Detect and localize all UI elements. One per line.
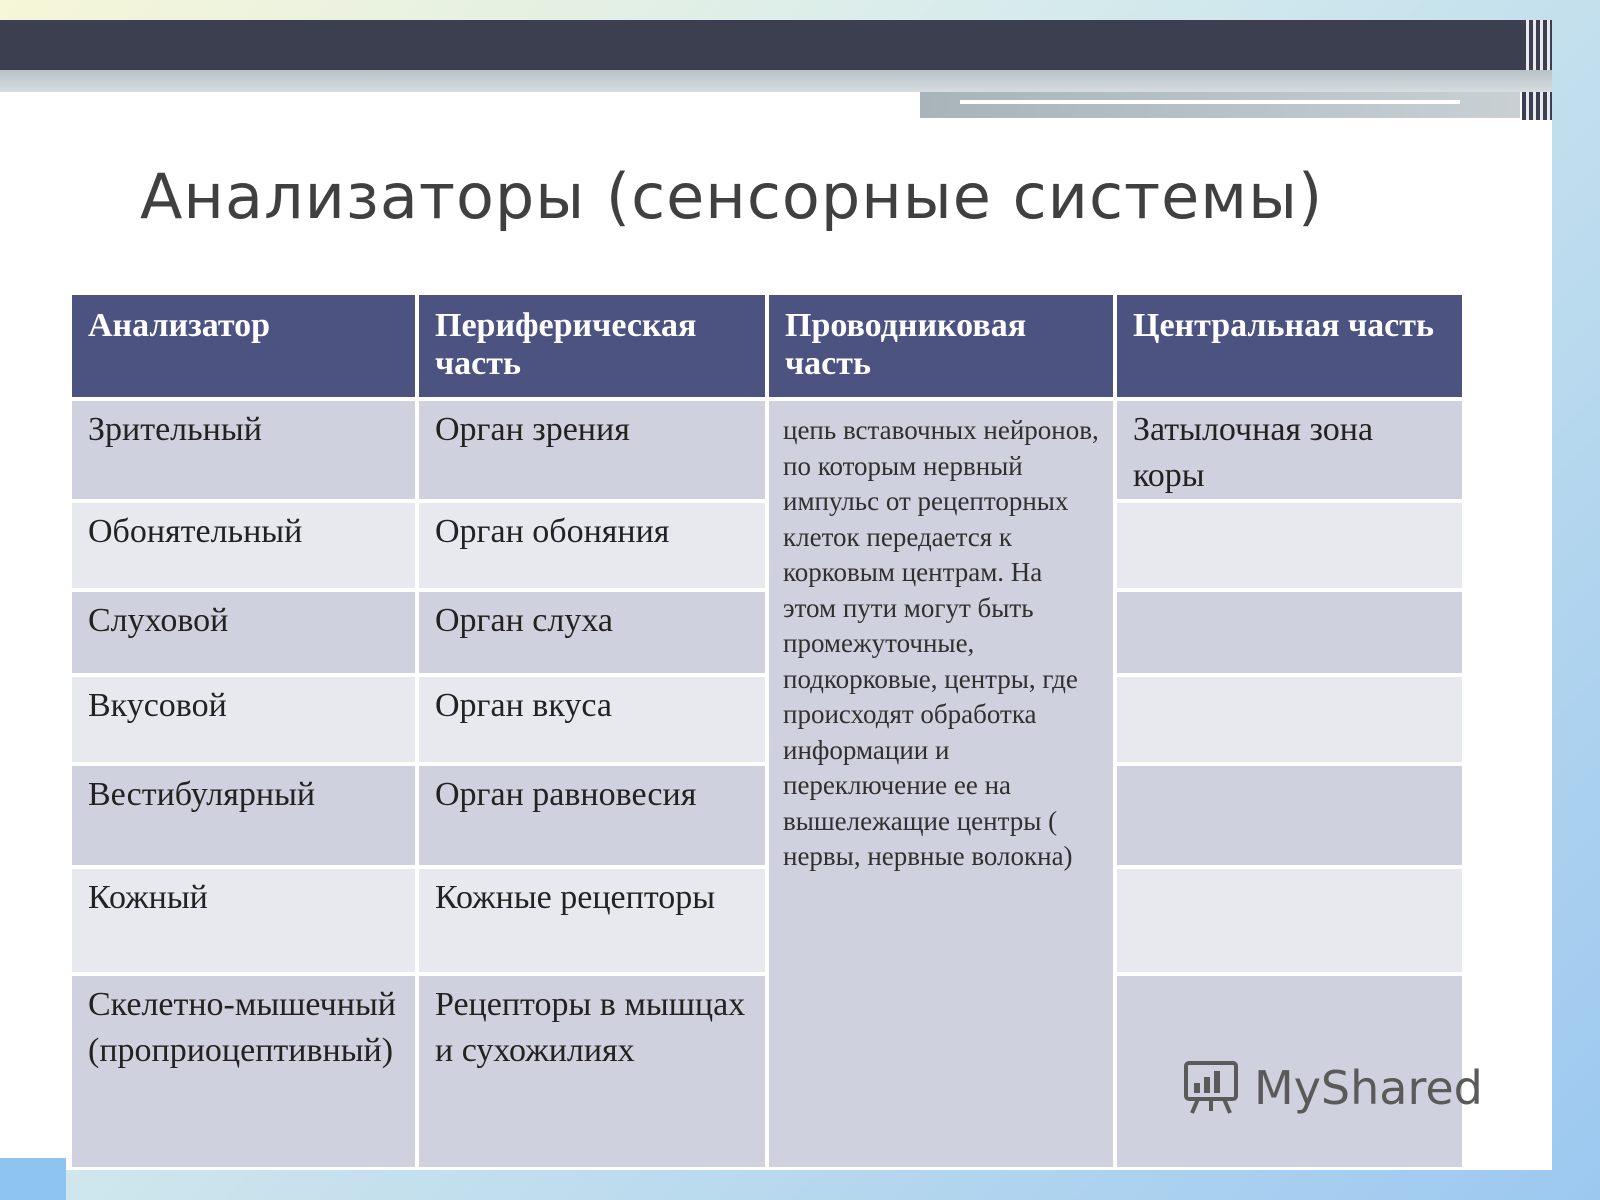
cell-analyzer: Вестибулярный [72, 766, 415, 865]
header-analyzer: Анализатор [72, 295, 415, 397]
cell-analyzer: Кожный [72, 869, 415, 972]
watermark-text: MyShared [1254, 1061, 1483, 1115]
cell-peripheral: Орган зрения [419, 401, 765, 499]
header-band [0, 70, 1552, 92]
cell-analyzer: Слуховой [72, 592, 415, 673]
corner-accent [0, 1158, 66, 1200]
header-central: Центральная часть [1117, 295, 1462, 397]
cell-central [1117, 592, 1462, 673]
cell-peripheral: Орган слуха [419, 592, 765, 673]
watermark-logo [1180, 1048, 1510, 1128]
cell-analyzer: Обонятельный [72, 503, 415, 588]
header-accent-band [920, 92, 1520, 118]
cell-peripheral: Рецепторы в мышцах и сухожилиях [419, 976, 765, 1167]
cell-central: Затылочная зона коры [1117, 401, 1462, 499]
cell-central [1117, 677, 1462, 762]
cell-central [1117, 869, 1462, 972]
cell-conductive: цепь вставочных нейронов, по которым нервный импульс от рецепторных клеток передается к корковым центрам. На этом пути могут быть промежуточные, подкорковые, центры, где происходят обработка информации и переключение ее на вышележащие центры ( нервы, нервные волокна) [769, 401, 1113, 1167]
cell-peripheral: Кожные рецепторы [419, 869, 765, 972]
cell-peripheral: Орган вкуса [419, 677, 765, 762]
cell-central [1117, 503, 1462, 588]
header-conductive: Проводниковая часть [769, 295, 1113, 397]
header-peripheral: Периферическая часть [419, 295, 765, 397]
presentation-board-icon [1180, 1055, 1242, 1122]
slide-title: Анализаторы (сенсорные системы) [140, 160, 1324, 233]
cell-analyzer: Скелетно-мышечный (проприоцептивный) [72, 976, 415, 1167]
cell-analyzer: Зрительный [72, 401, 415, 499]
slide-header-bar [0, 20, 1552, 70]
cell-central [1117, 766, 1462, 865]
analyzers-table [72, 295, 1492, 1167]
cell-peripheral: Орган обоняния [419, 503, 765, 588]
cell-analyzer: Вкусовой [72, 677, 415, 762]
cell-peripheral: Орган равновесия [419, 766, 765, 865]
